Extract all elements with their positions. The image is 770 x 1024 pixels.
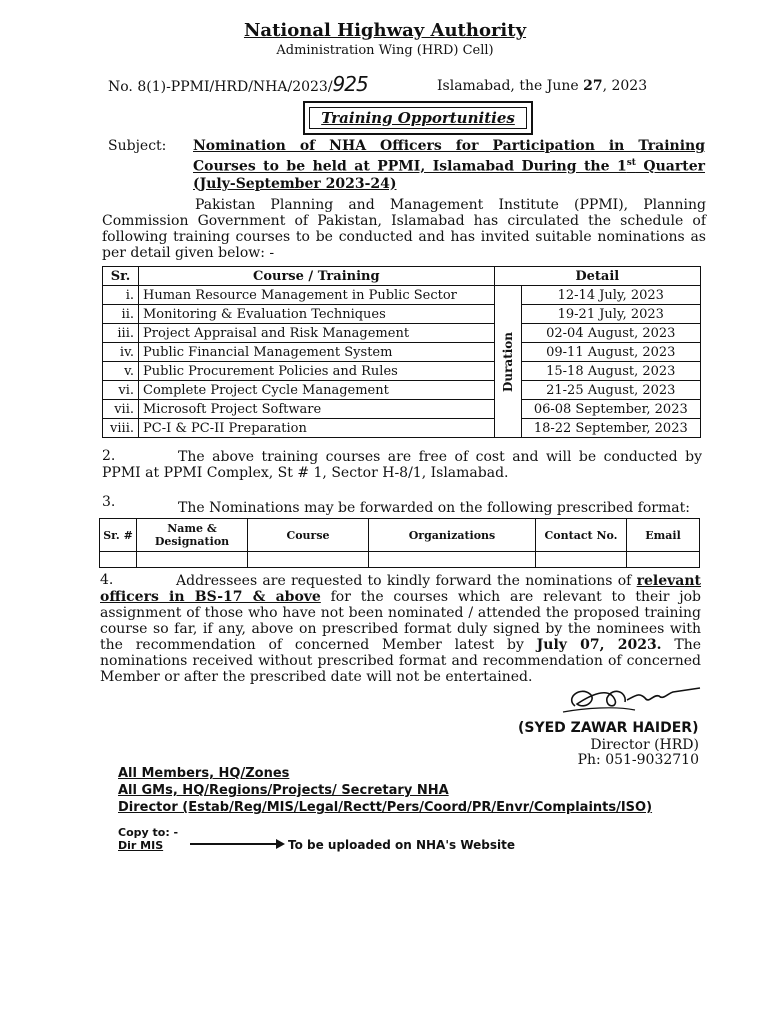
course-sr: iv.	[103, 343, 139, 362]
table-row	[103, 324, 701, 343]
courses-table-body	[103, 286, 701, 438]
training-badge	[303, 101, 533, 135]
course-name: Monitoring & Evaluation Techniques	[139, 305, 495, 324]
format-table-empty-row	[100, 552, 700, 568]
date-year: , 2023	[602, 78, 648, 94]
format-contact: Contact No.	[536, 519, 627, 552]
format-cell	[248, 552, 369, 568]
org-title: National Highway Authority	[243, 20, 527, 41]
para3-number: 3.	[102, 494, 116, 510]
distribution-item: All GMs, HQ/Regions/Projects/ Secretary NHA	[118, 783, 449, 798]
table-row	[103, 362, 701, 381]
duration-label: Duration	[500, 331, 515, 392]
course-sr: i.	[103, 286, 139, 305]
training-badge-label: Training Opportunities	[309, 107, 527, 129]
format-table	[99, 518, 700, 568]
table-row	[103, 343, 701, 362]
copy-label: Copy to: -	[118, 826, 179, 839]
letter-date	[437, 78, 647, 94]
course-date: 09-11 August, 2023	[521, 343, 700, 362]
course-date: 06-08 September, 2023	[521, 400, 700, 419]
para4-part1: Addressees are requested to kindly forward the nominations of	[176, 573, 637, 589]
signatory-name: (SYED ZAWAR HAIDER)	[518, 720, 699, 736]
table-row	[103, 419, 701, 438]
para4-emphasis-relevant: relevant officers in BS-17 & above	[100, 573, 701, 605]
header-sr: Sr.	[103, 267, 139, 286]
distribution-item: Director (Estab/Reg/MIS/Legal/Rectt/Pers/Coord/PR/Envr/Complaints/ISO)	[118, 800, 653, 815]
course-date: 12-14 July, 2023	[521, 286, 700, 305]
course-sr: vi.	[103, 381, 139, 400]
distribution-item: All Members, HQ/Zones	[118, 766, 290, 781]
reference-prefix: No. 8(1)-PPMI/HRD/NHA/2023/	[108, 79, 333, 95]
arrow-line	[190, 843, 278, 845]
signatory-title: Director (HRD)	[590, 737, 699, 753]
upload-note: To be uploaded on NHA's Website	[288, 838, 516, 852]
para3-text: The Nominations may be forwarded on the following prescribed format:	[178, 500, 690, 516]
format-name: Name & Designation	[137, 519, 248, 552]
date-day: 27	[583, 78, 603, 94]
format-cell	[100, 552, 137, 568]
format-email: Email	[627, 519, 700, 552]
subject-label: Subject:	[108, 138, 167, 154]
course-date: 02-04 August, 2023	[521, 324, 700, 343]
para4-number: 4.	[100, 572, 114, 588]
para4-deadline: July 07, 2023.	[536, 637, 662, 653]
course-name: PC-I & PC-II Preparation	[139, 419, 495, 438]
course-sr: ii.	[103, 305, 139, 324]
format-cell	[369, 552, 536, 568]
intro-paragraph: Pakistan Planning and Management Institute (PPMI), Planning Commission Government of Pakistan, Islamabad has circulated the schedule of following training courses to be conducted and has invited suitable nominations as per detail given below: -	[102, 197, 706, 261]
course-date: 18-22 September, 2023	[521, 419, 700, 438]
reference-number	[108, 72, 368, 96]
para4-part3: The nominations received without prescribed format and recommendation of concerned Member or after the prescribed date will not be entertained.	[100, 637, 701, 685]
reference-handwritten-number: 925	[332, 72, 368, 96]
table-row	[103, 381, 701, 400]
copy-recipient: Dir MIS	[118, 839, 164, 852]
format-cell	[627, 552, 700, 568]
format-organizations: Organizations	[369, 519, 536, 552]
course-sr: v.	[103, 362, 139, 381]
subject-part-b: Quarter (July-September 2023-24)	[193, 158, 705, 192]
course-date: 15-18 August, 2023	[521, 362, 700, 381]
signatory-phone: Ph: 051-9032710	[577, 752, 699, 768]
arrow-right-icon	[276, 839, 285, 849]
subject-part-a: Nomination of NHA Officers for Participation in Training Courses to be held at PPMI, Islamabad During the 1	[193, 138, 705, 175]
course-date: 21-25 August, 2023	[521, 381, 700, 400]
subject-superscript: st	[626, 158, 636, 168]
signature-scribble	[555, 678, 705, 720]
course-name: Microsoft Project Software	[139, 400, 495, 419]
table-row	[103, 305, 701, 324]
course-sr: iii.	[103, 324, 139, 343]
format-table-header	[100, 519, 700, 552]
org-subtitle: Administration Wing (HRD) Cell)	[276, 43, 494, 58]
format-course: Course	[248, 519, 369, 552]
para4-text	[100, 573, 701, 685]
courses-table-header	[103, 267, 701, 286]
table-row	[103, 286, 701, 305]
format-sr: Sr. #	[100, 519, 137, 552]
duration-cell	[494, 286, 521, 438]
course-date: 19-21 July, 2023	[521, 305, 700, 324]
para2-text: The above training courses are free of cost and will be conducted by PPMI at PPMI Complex, St # 1, Sector H-8/1, Islamabad.	[102, 449, 702, 481]
format-cell	[536, 552, 627, 568]
format-cell	[137, 552, 248, 568]
course-name: Public Procurement Policies and Rules	[139, 362, 495, 381]
para4-part2: for the courses which are relevant to their job assignment of those who have not been nominated / attended the proposed training course so far, if any, above on prescribed format duly signed by the nominees with the recommendation of concerned Member latest by	[100, 589, 701, 653]
header-course: Course / Training	[139, 267, 495, 286]
course-name: Complete Project Cycle Management	[139, 381, 495, 400]
course-name: Project Appraisal and Risk Management	[139, 324, 495, 343]
courses-table	[102, 266, 701, 438]
para2-number: 2.	[102, 448, 116, 464]
course-sr: viii.	[103, 419, 139, 438]
course-name: Human Resource Management in Public Sector	[139, 286, 495, 305]
subject-text	[193, 138, 705, 193]
header-detail: Detail	[494, 267, 700, 286]
table-row	[103, 400, 701, 419]
course-name: Public Financial Management System	[139, 343, 495, 362]
course-sr: vii.	[103, 400, 139, 419]
date-prefix: Islamabad, the June	[437, 78, 584, 94]
